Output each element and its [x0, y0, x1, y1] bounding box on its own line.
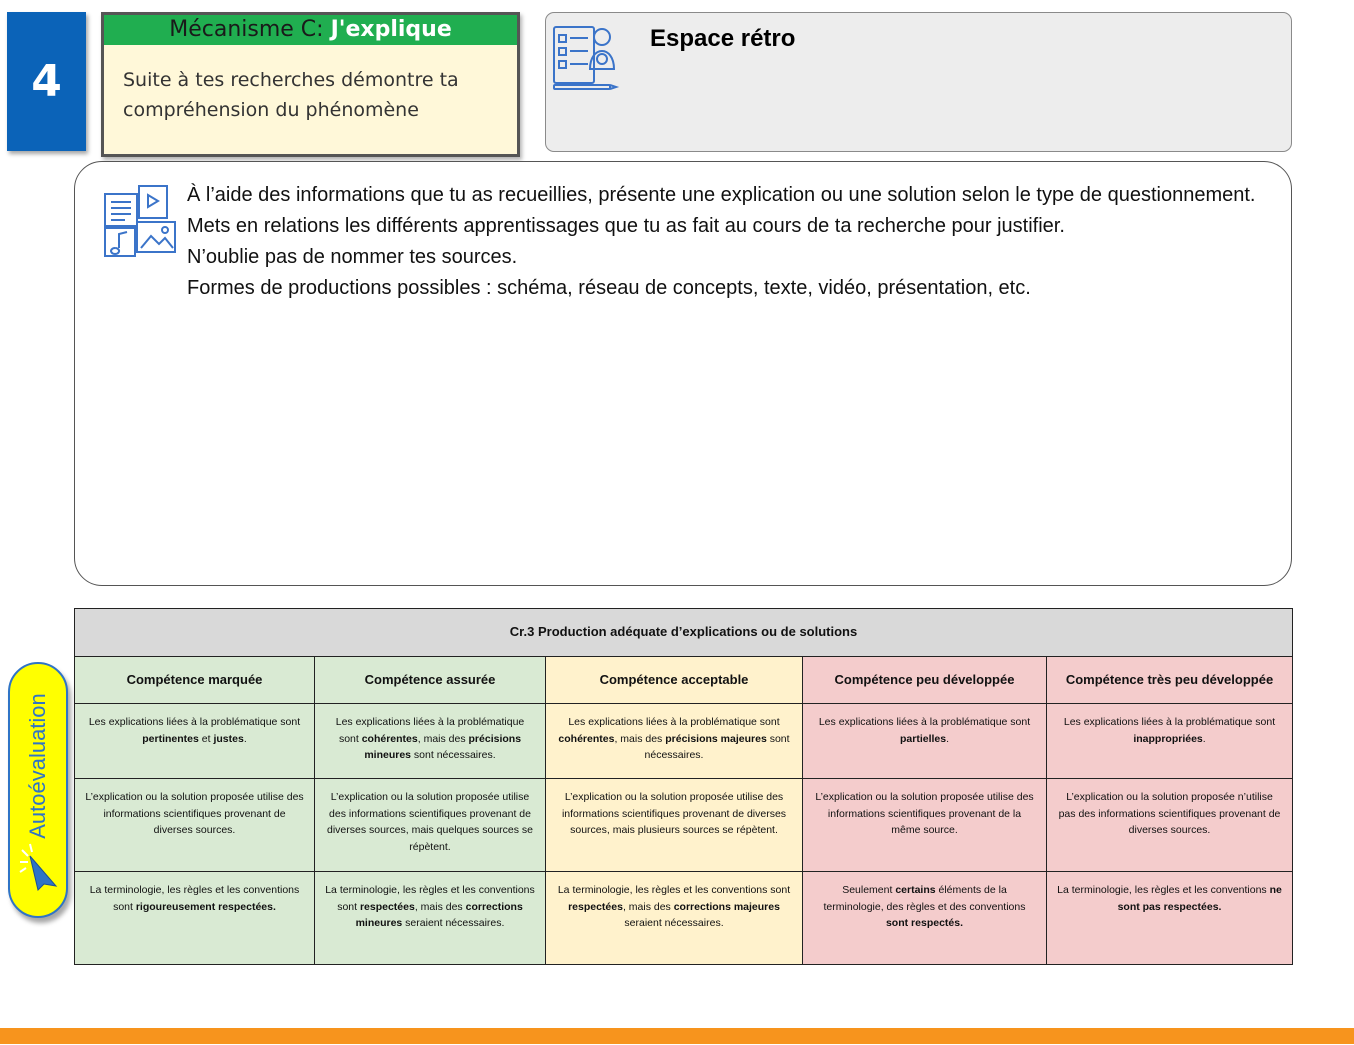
- mechanism-title: [104, 15, 517, 45]
- rubric-text: La terminologie, les règles et les conventions sont: [89, 884, 300, 913]
- rubric-emphasis: précisions majeures: [665, 732, 767, 745]
- rubric-emphasis: respectées: [359, 900, 415, 913]
- instruction-sources: N’oublie pas de nommer tes sources.: [187, 246, 518, 268]
- rubric-cell: [75, 704, 315, 779]
- rubric-emphasis: ne sont pas respectées.: [1117, 884, 1282, 913]
- media-content-icon: [103, 184, 179, 258]
- retro-space[interactable]: [545, 12, 1292, 152]
- rubric-text: .: [1202, 732, 1206, 745]
- rubric-cell: [315, 704, 546, 779]
- rubric-emphasis: certains: [895, 884, 936, 896]
- checklist-person-icon: [550, 19, 622, 91]
- rubric-row: [75, 704, 1293, 779]
- rubric-emphasis: rigoureusement respectées.: [135, 900, 276, 913]
- rubric-text: éléments de la terminologie, des règles et des conventions: [823, 884, 1026, 913]
- rubric-cell: [803, 779, 1047, 872]
- rubric-cell: [1047, 872, 1293, 965]
- rubric-level-header: Compétence acceptable: [546, 657, 803, 704]
- rubric-emphasis: respectées: [568, 900, 623, 913]
- rubric-cell: [546, 872, 803, 965]
- rubric-text: La terminologie, les règles et les conventions: [1057, 884, 1270, 896]
- rubric-emphasis: cohérentes: [361, 732, 418, 745]
- rubric-cell: [315, 779, 546, 872]
- rubric-level-header: Compétence assurée: [315, 657, 546, 704]
- rubric-text: La terminologie, les règles et les conventions sont: [557, 884, 791, 896]
- rubric-text: , mais des: [614, 732, 666, 745]
- rubric-text: L’explication ou la solution proposée utilise des informations scientifiques provenant de diverses sources, mais plusieurs sources se répètent.: [561, 791, 787, 836]
- mechanism-description: Suite à tes recherches démontre ta compréhension du phénomène: [123, 69, 459, 121]
- rubric-text: sont nécessaires.: [411, 749, 496, 761]
- rubric-text: seraient nécessaires.: [624, 917, 724, 929]
- rubric-emphasis: sont respectés.: [885, 917, 964, 929]
- rubric-text: Les explications liées à la problématique sont: [568, 716, 780, 728]
- rubric-emphasis: corrections majeures: [673, 900, 780, 913]
- rubric-cell: [803, 704, 1047, 779]
- rubric-text: , mais des: [414, 900, 466, 913]
- mechanism-title-highlight: J'explique: [330, 17, 452, 42]
- rubric-level-header: Compétence peu développée: [803, 657, 1047, 704]
- instruction-paragraph: À l’aide des informations que tu as recueillies, présente une explication ou une solution selon le type de questionnement. Mets en relations les différents apprentissages que tu as fait au cours de ta recherche pour justifier.: [187, 184, 1256, 237]
- rubric-emphasis: précisions mineures: [364, 732, 522, 761]
- rubric-cell: [1047, 779, 1293, 872]
- autoevaluation-label: Autoévaluation: [25, 693, 50, 839]
- evaluation-rubric: [74, 608, 1293, 965]
- rubric-title: Cr.3 Production adéquate d’explications ou de solutions: [75, 609, 1293, 657]
- rubric-cell: [546, 779, 803, 872]
- rubric-text: L’explication ou la solution proposée utilise des informations scientifiques provenant de la même source.: [815, 791, 1034, 836]
- instruction-text: [187, 180, 1257, 304]
- rubric-text: La terminologie, les règles et les conventions sont: [325, 884, 535, 913]
- mechanism-card: [101, 12, 520, 157]
- rubric-cell: [315, 872, 546, 965]
- rubric-text: L’explication ou la solution proposée utilise des informations scientifiques provenant de diverses sources, mais quelques sources se répètent.: [326, 791, 533, 853]
- rubric-level-header: Compétence très peu développée: [1047, 657, 1293, 704]
- rubric-emphasis: justes: [213, 732, 244, 745]
- rubric-text: Les explications liées à la problématique sont: [818, 716, 1031, 728]
- rubric-cell: [75, 872, 315, 965]
- rubric-cell: [546, 704, 803, 779]
- rubric-text: et: [198, 732, 214, 745]
- mechanism-title-prefix: Mécanisme C:: [169, 17, 331, 42]
- rubric-emphasis: inappropriées: [1133, 732, 1203, 745]
- rubric-text: Seulement: [842, 884, 896, 896]
- retro-title: Espace rétro: [650, 25, 796, 52]
- rubric-emphasis: pertinentes: [142, 732, 199, 745]
- rubric-text: Les explications liées à la problématique sont: [88, 716, 301, 728]
- rubric-text: L’explication ou la solution proposée n’utilise pas des informations scientifiques provenant de diverses sources.: [1058, 791, 1281, 836]
- rubric-text: Les explications liées à la problématique sont: [1063, 716, 1276, 728]
- rubric-cell: [803, 872, 1047, 965]
- rubric-level-header: Compétence marquée: [75, 657, 315, 704]
- rubric-cell: [1047, 704, 1293, 779]
- rubric-emphasis: corrections mineures: [355, 900, 523, 929]
- rubric-text: , mais des: [622, 900, 674, 913]
- instruction-formats: Formes de productions possibles : schéma, réseau de concepts, texte, vidéo, présentation, etc.: [187, 277, 1031, 299]
- rubric-row: [75, 872, 1293, 965]
- rubric-text: Les explications liées à la problématique sont: [335, 716, 525, 745]
- autoevaluation-button[interactable]: [8, 662, 68, 918]
- rubric-row: [75, 779, 1293, 872]
- rubric-emphasis: partielles: [899, 732, 947, 745]
- rubric-text: L’explication ou la solution proposée utilise des informations scientifiques provenant de diverses sources.: [85, 791, 304, 836]
- rubric-emphasis: cohérentes: [558, 732, 615, 745]
- cursor-click-icon: [16, 840, 62, 892]
- step-number: 4: [7, 12, 86, 151]
- rubric-text: .: [946, 732, 950, 745]
- instruction-box[interactable]: [74, 161, 1292, 586]
- rubric-text: , mais des: [417, 732, 469, 745]
- rubric-cell: [75, 779, 315, 872]
- footer-bar: [0, 1028, 1354, 1044]
- rubric-text: seraient nécessaires.: [402, 917, 505, 929]
- rubric-text: .: [243, 732, 247, 745]
- rubric-text: sont nécessaires.: [644, 732, 790, 761]
